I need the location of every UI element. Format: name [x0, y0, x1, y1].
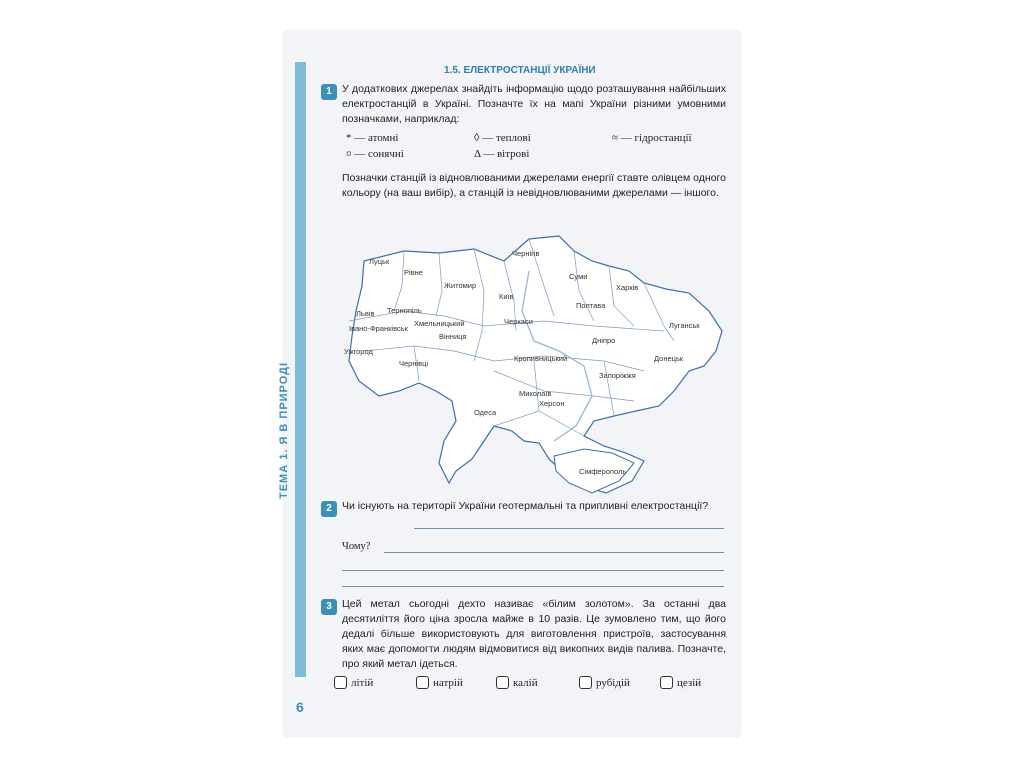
thermal-symbol-icon: ◊	[474, 132, 480, 144]
ukraine-map	[344, 231, 729, 499]
legend-atomic: * — атомні	[346, 132, 399, 144]
svg-text:Полтава: Полтава	[576, 301, 606, 310]
section-title: 1.5. ЕЛЕКТРОСТАНЦІЇ УКРАЇНИ	[444, 65, 596, 76]
svg-text:Донецьк: Донецьк	[654, 354, 684, 363]
checkbox[interactable]	[579, 676, 592, 689]
svg-text:Луганськ: Луганськ	[669, 321, 700, 330]
svg-text:Київ: Київ	[499, 292, 514, 301]
option-cesium[interactable]: цезій	[660, 676, 701, 689]
sidebar-topic-label: ТЕМА 1. Я В ПРИРОДІ	[278, 361, 290, 499]
hydro-symbol-icon: ≈	[612, 132, 619, 144]
svg-text:Черкаси: Черкаси	[504, 317, 533, 326]
svg-text:Дніпро: Дніпро	[592, 336, 616, 345]
task-number-2: 2	[321, 501, 337, 517]
option-lithium[interactable]: літій	[334, 676, 373, 689]
task1-note: Позначки станцій із відновлюваними джерелами енергії ставте олівцем одного кольору (на ваш вибір), а станцій із невідновлюваними джерелами — іншого.	[342, 172, 726, 199]
svg-text:Чернігів: Чернігів	[512, 249, 540, 258]
svg-text:Сімферополь: Сімферополь	[579, 467, 627, 476]
task1-intro: У додаткових джерелах знайдіть інформацію щодо розташування найбільших електростанцій в Україні. Позначте їх на мапі України різними умовними позначками, наприклад:	[342, 83, 726, 125]
workbook-page	[278, 31, 740, 736]
option-potassium[interactable]: калій	[496, 676, 538, 689]
task2-question: Чи існують на території України геотермальні та припливні електростанції?	[342, 500, 709, 512]
checkbox[interactable]	[334, 676, 347, 689]
task3-text: Цей метал сьогодні дехто називає «білим золотом». За останні два десятиліття його ціна зросла майже в 10 разів. Це зумовлено тим, що його дедалі більше використовують для виготовлення пристроїв, застосування яких має допомогти людям відмовитися від викопних видів палива. Позначте, про який метал ідеться.	[342, 598, 726, 670]
checkbox[interactable]	[416, 676, 429, 689]
task-number-1: 1	[321, 84, 337, 100]
solar-symbol-icon: ¤	[346, 148, 352, 160]
legend-thermal: ◊ — теплові	[474, 132, 531, 144]
svg-text:Харків: Харків	[616, 283, 639, 292]
svg-text:Запоріжжя: Запоріжжя	[599, 371, 636, 380]
svg-text:Луцьк: Луцьк	[369, 257, 390, 266]
option-rubidium[interactable]: рубідій	[579, 676, 630, 689]
answer-line-1[interactable]	[414, 528, 724, 529]
task-number-3: 3	[321, 599, 337, 615]
svg-text:Херсон: Херсон	[539, 399, 565, 408]
answer-line-3[interactable]	[342, 570, 724, 571]
svg-text:Тернопіль: Тернопіль	[387, 306, 422, 315]
atomic-symbol-icon: *	[346, 132, 352, 144]
legend-hydro: ≈ — гідростанції	[612, 132, 692, 144]
sidebar-band	[295, 62, 306, 677]
checkbox[interactable]	[496, 676, 509, 689]
svg-text:Ужгород: Ужгород	[344, 347, 373, 356]
option-sodium[interactable]: натрій	[416, 676, 463, 689]
svg-text:Івано-Франківськ: Івано-Франківськ	[349, 324, 408, 333]
legend-solar: ¤ — сонячні	[346, 148, 404, 160]
svg-text:Миколаїв: Миколаїв	[519, 389, 552, 398]
svg-text:Хмельницький: Хмельницький	[414, 319, 465, 328]
svg-text:Рівне: Рівне	[404, 268, 423, 277]
answer-line-4[interactable]	[342, 586, 724, 587]
svg-text:Вінниця: Вінниця	[439, 332, 467, 341]
answer-line-2[interactable]	[384, 552, 724, 553]
page-number: 6	[296, 699, 304, 715]
svg-text:Суми: Суми	[569, 272, 588, 281]
task2-why-label: Чому?	[342, 541, 371, 552]
svg-text:Одеса: Одеса	[474, 408, 497, 417]
svg-text:Житомир: Житомир	[444, 281, 477, 290]
svg-text:Львів: Львів	[356, 309, 375, 318]
legend-wind: Δ — вітрові	[474, 148, 530, 160]
wind-symbol-icon: Δ	[474, 148, 481, 160]
checkbox[interactable]	[660, 676, 673, 689]
svg-text:Кропивницький: Кропивницький	[514, 354, 568, 363]
svg-text:Чернівці: Чернівці	[399, 359, 429, 368]
